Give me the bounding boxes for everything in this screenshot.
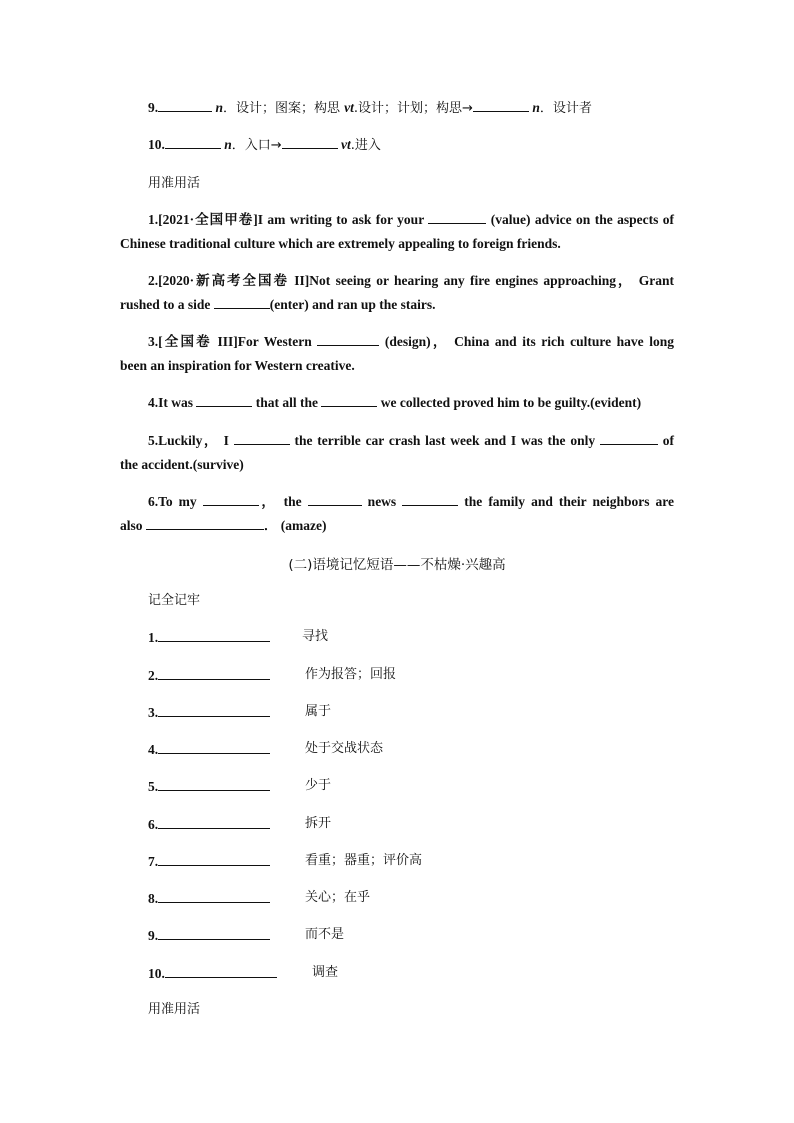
- section-heading-memo: 记全记牢: [148, 593, 201, 608]
- answer-blank[interactable]: [473, 97, 529, 112]
- answer-blank[interactable]: [158, 776, 270, 791]
- phrase-item-5: 5. 少于: [148, 778, 332, 794]
- phrase-item-1: 1. 寻找: [148, 629, 329, 645]
- answer-blank[interactable]: [158, 665, 270, 680]
- answer-blank[interactable]: [600, 430, 658, 445]
- answer-blank[interactable]: [202, 515, 264, 530]
- sentence-6: 6.To my ， the news the family and their neighbors are also ． (amaze): [120, 490, 674, 538]
- phrase-item-9: 9. 而不是: [148, 927, 345, 943]
- phrase-item-3: 3. 属于: [148, 704, 332, 720]
- answer-blank[interactable]: [234, 430, 290, 445]
- phrase-item-10: 10. 调查: [148, 965, 339, 981]
- answer-blank[interactable]: [158, 925, 270, 940]
- sentence-3: 3.[全国卷 III]For Western (design)， China and its rich culture have long been an inspiration for Western creative.: [120, 330, 674, 378]
- phrase-item-6: 6. 拆开: [148, 816, 332, 832]
- answer-blank[interactable]: [146, 515, 202, 530]
- answer-blank[interactable]: [165, 134, 221, 149]
- answer-blank[interactable]: [196, 392, 252, 407]
- phrase-item-8: 8. 关心；在乎: [148, 890, 371, 906]
- section-heading-use-2: 用准用活: [148, 1002, 201, 1017]
- answer-blank[interactable]: [203, 491, 259, 506]
- answer-blank[interactable]: [158, 851, 270, 866]
- phrase-item-2: 2. 作为报答；回报: [148, 667, 397, 683]
- answer-blank[interactable]: [308, 491, 362, 506]
- answer-blank[interactable]: [317, 331, 379, 346]
- phrase-item-4: 4. 处于交战状态: [148, 741, 384, 757]
- sentence-1: 1.[2021·全国甲卷]I am writing to ask for your (value) advice on the aspects of Chinese traditional culture which are extremely appealing to foreign friends.: [120, 208, 674, 256]
- vocab-item-9: 9. n．设计；图案；构思 vt.设计；计划；构思→ n．设计者: [120, 96, 674, 121]
- sentence-4: 4.It was that all the we collected proved him to be guilty.(evident): [120, 391, 674, 415]
- answer-blank[interactable]: [158, 627, 270, 642]
- vocab-item-10: 10. n．入口→ vt.进入: [120, 133, 674, 158]
- answer-blank[interactable]: [158, 739, 270, 754]
- answer-blank[interactable]: [282, 134, 338, 149]
- answer-blank[interactable]: [158, 888, 270, 903]
- answer-blank[interactable]: [158, 702, 270, 717]
- answer-blank[interactable]: [428, 209, 486, 224]
- answer-blank[interactable]: [402, 491, 458, 506]
- answer-blank[interactable]: [321, 392, 377, 407]
- answer-blank[interactable]: [214, 294, 270, 309]
- sentence-2: 2.[2020·新高考全国卷 II]Not seeing or hearing any fire engines approaching， Grant rushed to a side (enter) and ran up the stairs.: [120, 273, 674, 312]
- section-heading-use: 用准用活: [148, 176, 201, 191]
- sentence-5: 5.Luckily， I the terrible car crash last week and I was the only of the accident.(survive): [120, 429, 674, 477]
- section-title: (二)语境记忆短语——不枯燥·兴趣高: [288, 557, 506, 573]
- answer-blank[interactable]: [158, 814, 270, 829]
- phrase-item-7: 7. 看重；器重；评价高: [148, 853, 423, 869]
- answer-blank[interactable]: [158, 97, 212, 112]
- answer-blank[interactable]: [165, 963, 277, 978]
